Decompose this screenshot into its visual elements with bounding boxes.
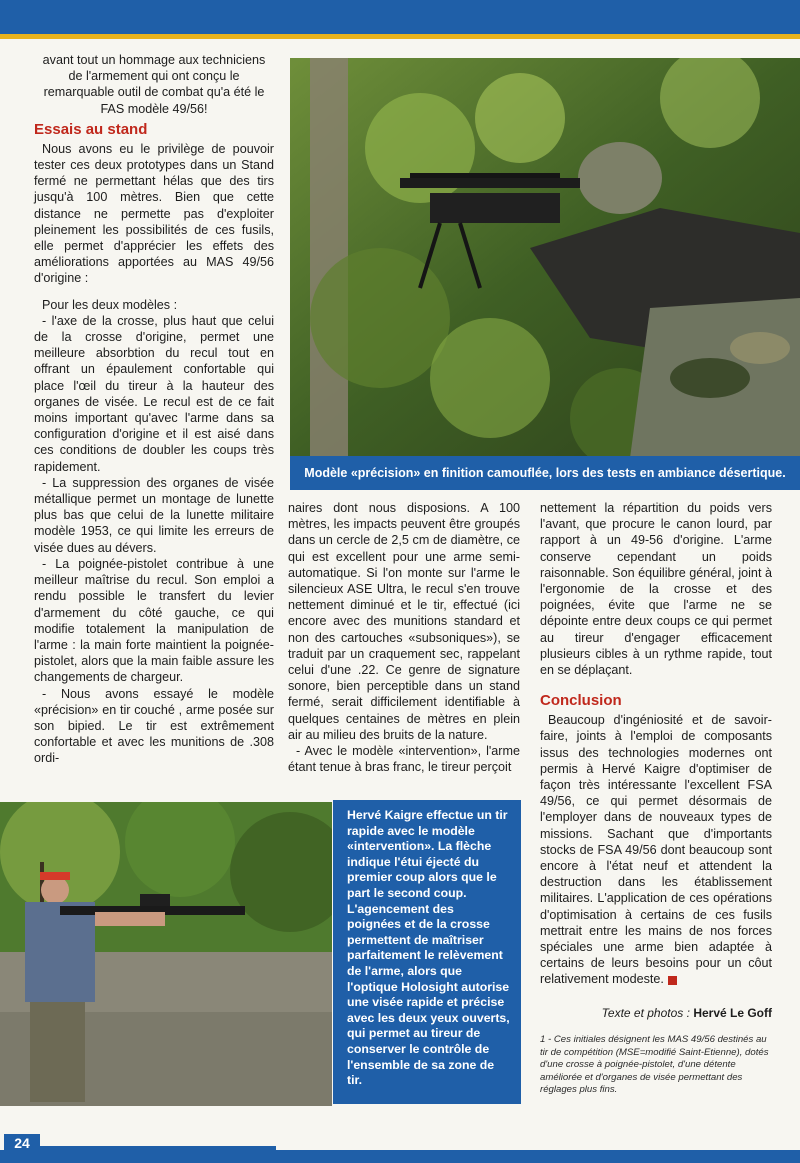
paragraph: - Nous avons essayé le modèle «précision» en tir couché , arme posée sur son bipied. Le tir est extrêmement confortable et avec les munitions de .308 ordi- [34, 686, 274, 766]
paragraph: naires dont nous disposions. A 100 mètres, les impacts peuvent être groupés dans un cercle de 2,5 cm de diamètre, ce qui est excellent pour une arme semi-automatique. Si l'on monte sur l'arme le silencieux ASE Ultra, le recul s'en trouve nettement diminué et le tir, effectué (ici encore avec des munitions standard et non des cartouches «subsoniques»), se traduit par un craquement sec, rappelant celui d'une .22. Ce genre de signature sonore, bien perceptible dans un stand fermé, serait difficilement identifiable à quelques centaines de mètres en plein air au milieu des bruits de la nature. [288, 501, 520, 742]
credit-label: Texte et photos : [601, 1006, 690, 1020]
header-bar [0, 0, 800, 34]
paragraph: - l'axe de la crosse, plus haut que celui de la crosse d'origine, permet une meilleure absorbtion du recul tout en offrant un épaulement confortable qui place l'œil du tireur à la hauteur des organes de visée. Le recul est de ce fait moins important qu'avec l'arme dans sa configuration d'origine et il est aisé dans ces conditions de doubler les coups très rapidement. [34, 313, 274, 474]
paragraph: - Avec le modèle «intervention», l'arme étant tenue à bras franc, le tireur perçoit [288, 744, 520, 775]
header-stripe [0, 34, 800, 39]
paragraph: Pour les deux modèles : [42, 297, 178, 312]
column-1 [34, 52, 274, 767]
footnote: 1 - Ces initiales désignent les MAS 49/56 destinés au tir de compétition (MSE=modifié Saint-Etienne), dotés d'une crosse à poignée-pistolet, d'une détente améliorée et d'organes de visée permettant des réglages plus fins. [540, 1034, 769, 1096]
credit-author: Hervé Le Goff [693, 1006, 772, 1020]
photo-caption-side: Hervé Kaigre effectue un tir rapide avec le modèle «intervention». La flèche indique l'étui éjecté du premier coup alors que le part le second coup. L'agencement des poignées et de la crosse permettent de maîtriser parfaitement le relèvement de l'arme, alors que l'optique Holosight autorise une visée rapide et précise avec les deux yeux ouverts, qui permet au tireur de conserver le contrôle de l'ensemble de sa zone de tir. [333, 800, 521, 1104]
paragraph-text: Beaucoup d'ingéniosité et de savoir-faire, joints à l'emploi de composants issus des technologies modernes ont permis à Hervé Kaigre d'optimiser de façon très intéressante l'excellent FSA 49/56, ce qui permet désormais de l'employer dans de nouveaux types de missions. Sachant que d'importants stocks de FSA 49/56 dont beaucoup sont encore à l'état neuf et attendent la destruction dans les établissement militaires. L'application de ces opérations d'optimisation à certains de ces fusils mettrait entre les mains de nos forces spéciales une arme bien adaptée à certains de leurs besoins pour un côut relativement modeste. [540, 713, 772, 987]
paragraph: nettement la répartition du poids vers l'avant, que procure le canon lourd, par rapport à un 49-56 d'origine. L'arme conserve cependant un poids raisonnable. Son équilibre général, joint à l'ergonomie de la crosse et des poignées, évite que l'arme ne se dépointe entre deux coups ce qui permet au tireur d'engager efficacement plusieurs cibles à un rythme rapide, tout en se déplaçant. [540, 501, 772, 678]
conclusion-paragraph [540, 712, 772, 987]
section-heading-conclusion: Conclusion [540, 692, 622, 710]
intro-paragraph: avant tout un hommage aux techniciens de l'armement qui ont conçu le remarquable outil de combat qu'a été le FAS modèle 49/56! [42, 53, 266, 116]
credit [540, 1006, 772, 1020]
column-2 [288, 500, 520, 775]
photo-intervention-model [0, 802, 332, 1106]
paragraph: - La poignée-pistolet contribue à une meilleur maîtrise du recul. Son emploi a rendu possible le transfert du levier d'armement du côté gauche, ce qui modifie totalement la manipulation de l'arme : la main forte maintient la poignée-pistolet, alors que la main faible assure les changements de chargeur. [34, 556, 274, 685]
paragraph: Nous avons eu le privilège de pouvoir tester ces deux prototypes dans un Stand fermé ne permettant hélas que des tirs jusqu'à 100 mètres. Bien que cette distance ne permette pas d'exploiter pleinement les possibilités de ces fusils, elle permet d'apprécier les effets des améliorations apportées au MAS 49/56 d'origine : [34, 141, 274, 286]
photo-caption-top: Modèle «précision» en finition camouflée, lors des tests en ambiance désertique. [290, 456, 800, 490]
paragraph: - La suppression des organes de visée métallique permet un montage de lunette plus bas que celui de la lunette militaire modèle 1953, ce qui limite les erreurs de visée dues au dévers. [34, 475, 274, 555]
section-heading-essais: Essais au stand [34, 120, 148, 138]
footer-bar [0, 1150, 800, 1163]
end-mark-icon [668, 976, 677, 985]
column-3 [540, 500, 772, 988]
page-number: 24 [4, 1134, 40, 1152]
photo-precision-model [290, 58, 800, 458]
